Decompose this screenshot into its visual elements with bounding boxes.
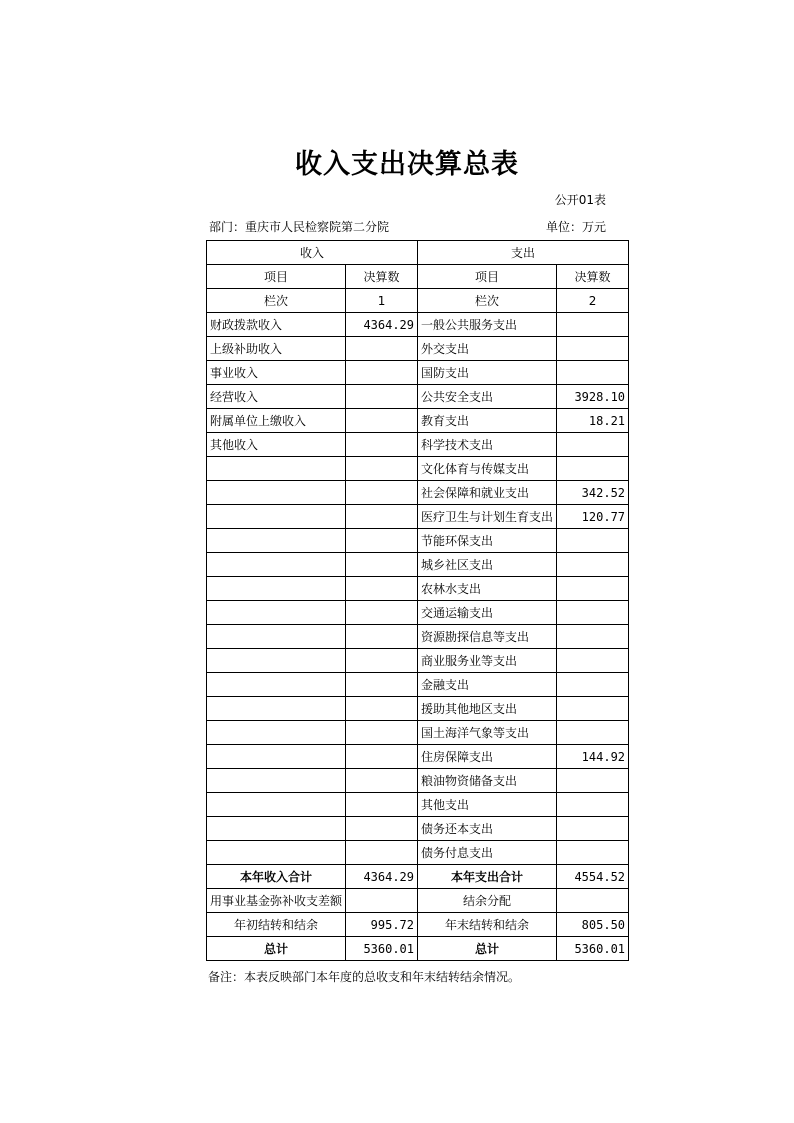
expense-item-cell: 国防支出 — [418, 361, 557, 385]
income-value-cell — [346, 457, 418, 481]
row-label-expense: 栏次 — [418, 289, 557, 313]
table-row — [207, 481, 629, 505]
surplus-distribution-label: 结余分配 — [418, 889, 557, 913]
income-value-cell — [346, 793, 418, 817]
fund-makeup-value — [346, 889, 418, 913]
table-row — [207, 769, 629, 793]
income-expense-table — [206, 240, 629, 961]
grand-total-expense-label: 总计 — [418, 937, 557, 961]
expense-item-cell: 债务付息支出 — [418, 841, 557, 865]
begin-balance-label: 年初结转和结余 — [207, 913, 346, 937]
table-row — [207, 721, 629, 745]
income-item-cell: 事业收入 — [207, 361, 346, 385]
balance-row — [207, 913, 629, 937]
income-item-cell — [207, 841, 346, 865]
expense-value-cell: 144.92 — [557, 745, 629, 769]
expense-item-cell: 债务还本支出 — [418, 817, 557, 841]
year-income-total-value: 4364.29 — [346, 865, 418, 889]
income-value-cell — [346, 769, 418, 793]
expense-value-cell: 3928.10 — [557, 385, 629, 409]
year-income-total-label: 本年收入合计 — [207, 865, 346, 889]
expense-item-header: 项目 — [418, 265, 557, 289]
income-value-cell — [346, 673, 418, 697]
expense-item-cell: 粮油物资储备支出 — [418, 769, 557, 793]
income-value-cell — [346, 529, 418, 553]
end-balance-label: 年末结转和结余 — [418, 913, 557, 937]
table-row — [207, 337, 629, 361]
expense-value-cell: 342.52 — [557, 481, 629, 505]
income-value-cell — [346, 481, 418, 505]
row-label-income: 栏次 — [207, 289, 346, 313]
expense-value-cell — [557, 457, 629, 481]
fund-distribution-row — [207, 889, 629, 913]
table-row — [207, 505, 629, 529]
expense-item-cell: 国土海洋气象等支出 — [418, 721, 557, 745]
expense-value-cell: 18.21 — [557, 409, 629, 433]
table-row — [207, 385, 629, 409]
expense-value-cell — [557, 529, 629, 553]
table-row — [207, 601, 629, 625]
income-value-cell — [346, 601, 418, 625]
year-total-row — [207, 865, 629, 889]
column-index-1: 1 — [346, 289, 418, 313]
expense-value-cell — [557, 577, 629, 601]
expense-item-cell: 农林水支出 — [418, 577, 557, 601]
expense-item-cell: 教育支出 — [418, 409, 557, 433]
income-item-cell — [207, 649, 346, 673]
expense-value-cell — [557, 433, 629, 457]
expense-item-cell: 交通运输支出 — [418, 601, 557, 625]
income-item-cell: 附属单位上缴收入 — [207, 409, 346, 433]
income-amount-header: 决算数 — [346, 265, 418, 289]
report-title: 收入支出决算总表 — [295, 149, 519, 180]
begin-balance-value: 995.72 — [346, 913, 418, 937]
table-row — [207, 433, 629, 457]
fund-makeup-label: 用事业基金弥补收支差额 — [207, 889, 346, 913]
table-row — [207, 625, 629, 649]
surplus-distribution-value — [557, 889, 629, 913]
table-row — [207, 529, 629, 553]
table-row — [207, 793, 629, 817]
income-value-cell — [346, 649, 418, 673]
table-row — [207, 361, 629, 385]
expense-item-cell: 外交支出 — [418, 337, 557, 361]
income-value-cell — [346, 841, 418, 865]
year-expense-total-value: 4554.52 — [557, 865, 629, 889]
income-value-cell — [346, 697, 418, 721]
income-item-cell — [207, 481, 346, 505]
expense-item-cell: 社会保障和就业支出 — [418, 481, 557, 505]
income-value-cell — [346, 625, 418, 649]
income-value-cell: 4364.29 — [346, 313, 418, 337]
year-expense-total-label: 本年支出合计 — [418, 865, 557, 889]
table-row — [207, 577, 629, 601]
income-value-cell — [346, 361, 418, 385]
table-row — [207, 409, 629, 433]
income-item-cell — [207, 793, 346, 817]
expense-item-cell: 商业服务业等支出 — [418, 649, 557, 673]
expense-item-cell: 金融支出 — [418, 673, 557, 697]
expense-value-cell — [557, 841, 629, 865]
income-item-cell — [207, 505, 346, 529]
income-item-header: 项目 — [207, 265, 346, 289]
expense-item-cell: 公共安全支出 — [418, 385, 557, 409]
grand-total-income-label: 总计 — [207, 937, 346, 961]
expense-item-cell: 一般公共服务支出 — [418, 313, 557, 337]
expense-amount-header: 决算数 — [557, 265, 629, 289]
grand-total-income-value: 5360.01 — [346, 937, 418, 961]
table-row — [207, 313, 629, 337]
income-item-cell: 经营收入 — [207, 385, 346, 409]
table-row — [207, 649, 629, 673]
expense-item-cell: 文化体育与传媒支出 — [418, 457, 557, 481]
income-value-cell — [346, 505, 418, 529]
expense-item-cell: 城乡社区支出 — [418, 553, 557, 577]
table-row — [207, 553, 629, 577]
income-item-cell — [207, 817, 346, 841]
grand-total-expense-value: 5360.01 — [557, 937, 629, 961]
expense-item-cell: 节能环保支出 — [418, 529, 557, 553]
income-value-cell — [346, 409, 418, 433]
income-item-cell — [207, 601, 346, 625]
unit-label: 单位：万元 — [545, 220, 606, 234]
income-section-header: 收入 — [207, 241, 418, 265]
expense-value-cell — [557, 649, 629, 673]
expense-value-cell — [557, 337, 629, 361]
expense-value-cell — [557, 313, 629, 337]
income-item-cell — [207, 457, 346, 481]
income-item-cell — [207, 745, 346, 769]
expense-value-cell — [557, 361, 629, 385]
income-item-cell — [207, 721, 346, 745]
expense-value-cell — [557, 721, 629, 745]
income-value-cell — [346, 337, 418, 361]
expense-value-cell — [557, 697, 629, 721]
expense-value-cell — [557, 769, 629, 793]
section-header-row — [207, 241, 629, 265]
expense-item-cell: 援助其他地区支出 — [418, 697, 557, 721]
income-value-cell — [346, 553, 418, 577]
income-value-cell — [346, 745, 418, 769]
income-item-cell — [207, 553, 346, 577]
table-row — [207, 673, 629, 697]
expense-value-cell — [557, 625, 629, 649]
table-row — [207, 817, 629, 841]
expense-item-cell: 其他支出 — [418, 793, 557, 817]
income-item-cell: 上级补助收入 — [207, 337, 346, 361]
expense-value-cell — [557, 793, 629, 817]
income-item-cell: 财政拨款收入 — [207, 313, 346, 337]
grand-total-row — [207, 937, 629, 961]
income-item-cell — [207, 769, 346, 793]
income-item-cell — [207, 529, 346, 553]
expense-value-cell — [557, 673, 629, 697]
expense-item-cell: 住房保障支出 — [418, 745, 557, 769]
column-index-row — [207, 289, 629, 313]
table-row — [207, 745, 629, 769]
income-item-cell — [207, 625, 346, 649]
income-value-cell — [346, 721, 418, 745]
form-number: 公开01表 — [554, 193, 606, 207]
expense-item-cell: 医疗卫生与计划生育支出 — [418, 505, 557, 529]
income-value-cell — [346, 433, 418, 457]
income-item-cell — [207, 577, 346, 601]
income-value-cell — [346, 817, 418, 841]
income-value-cell — [346, 577, 418, 601]
table-row — [207, 841, 629, 865]
expense-value-cell: 120.77 — [557, 505, 629, 529]
income-value-cell — [346, 385, 418, 409]
expense-item-cell: 科学技术支出 — [418, 433, 557, 457]
expense-value-cell — [557, 601, 629, 625]
expense-item-cell: 资源勘探信息等支出 — [418, 625, 557, 649]
department-label: 部门：重庆市人民检察院第二分院 — [209, 220, 390, 234]
expense-value-cell — [557, 553, 629, 577]
income-item-cell — [207, 697, 346, 721]
table-row — [207, 457, 629, 481]
table-row — [207, 697, 629, 721]
income-item-cell: 其他收入 — [207, 433, 346, 457]
end-balance-value: 805.50 — [557, 913, 629, 937]
column-index-2: 2 — [557, 289, 629, 313]
expense-section-header: 支出 — [418, 241, 629, 265]
income-item-cell — [207, 673, 346, 697]
footnote: 备注：本表反映部门本年度的总收支和年末结转结余情况。 — [208, 970, 521, 984]
expense-value-cell — [557, 817, 629, 841]
column-header-row — [207, 265, 629, 289]
